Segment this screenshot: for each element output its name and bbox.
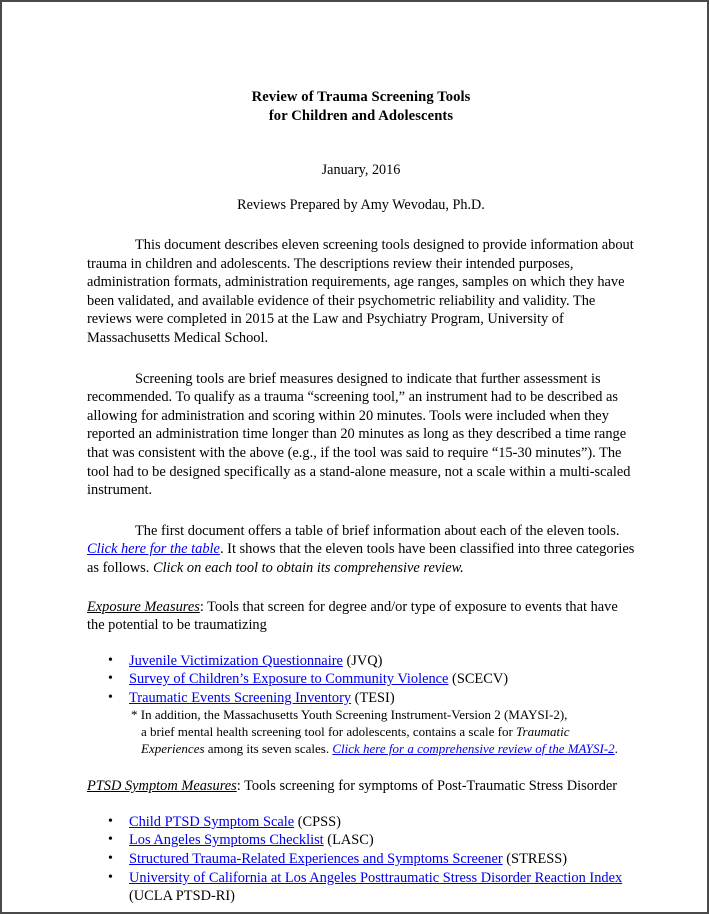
list-item xyxy=(87,869,635,906)
section-heading-exposure xyxy=(87,598,635,635)
section-heading-ptsd xyxy=(87,777,635,796)
bullet-icon: • xyxy=(108,671,113,687)
maysi-note-line-1: * In addition, the Massachusetts Youth Screening Instrument-Version 2 (MAYSI-2), xyxy=(131,707,568,723)
maysi-review-link[interactable]: Click here for a comprehensive review of the MAYSI-2 xyxy=(332,740,615,756)
tool-link-stress[interactable]: Structured Trauma-Related Experiences and Symptoms Screener xyxy=(129,851,503,868)
tool-acronym-tesi: (TESI) xyxy=(351,689,395,706)
tool-link-ucla-ptsd-ri[interactable]: University of California at Los Angeles Posttraumatic Stress Disorder Reaction Index xyxy=(129,869,623,886)
bullet-icon: • xyxy=(108,869,113,885)
list-item xyxy=(87,689,635,708)
paragraph-criteria: Screening tools are brief measures designed to indicate that further assessment is recommended. To qualify as a trauma “screening tool,” an instrument had to be described as allowing for administration and scoring within 20 minutes. Tools were included when they reported an administration time longer than 20 minutes as long as they described a time range that was consistent with the above (e.g., if the tool was said to require “15-30 minutes”). The tool had to be designed specifically as a stand-alone measure, not a scale within a multi-scaled instrument. xyxy=(87,370,631,499)
bullet-icon: • xyxy=(108,851,113,867)
tool-acronym-jvq: (JVQ) xyxy=(342,652,383,669)
maysi-note-italic-traumatic: Traumatic xyxy=(516,724,570,740)
section-heading-desc-ptsd: : Tools screening for symptoms of Post-Traumatic Stress Disorder xyxy=(236,778,618,795)
maysi-note-italic-experiences: Experiences xyxy=(141,740,205,756)
tool-list-ptsd xyxy=(87,813,635,906)
tool-link-tesi[interactable]: Traumatic Events Screening Inventory xyxy=(129,689,352,706)
section-heading-label-exposure: Exposure Measures xyxy=(87,598,200,615)
maysi-note-line-3-tail: . xyxy=(614,740,618,756)
tool-acronym-scecv: (SCECV) xyxy=(448,671,509,688)
table-intro-lead: The first document offers a table of brief information about each of the eleven tools. xyxy=(135,522,620,539)
tool-link-lasc[interactable]: Los Angeles Symptoms Checklist xyxy=(129,832,324,849)
section-heading-desc-exposure: : Tools that screen for degree and/or type of exposure to events that have the potential to be traumatizing xyxy=(87,598,618,634)
bullet-icon: • xyxy=(108,652,113,668)
section-heading-label-ptsd: PTSD Symptom Measures xyxy=(87,778,237,795)
tool-acronym-stress: (STRESS) xyxy=(502,851,568,868)
maysi-note-line-2-text: a brief mental health screening tool for adolescents, contains a scale for xyxy=(141,724,517,740)
list-item xyxy=(87,670,635,689)
document-author: Reviews Prepared by Amy Wevodau, Ph.D. xyxy=(237,197,485,213)
tool-acronym-cpss: (CPSS) xyxy=(294,813,341,830)
document-date: January, 2016 xyxy=(321,162,401,178)
tool-link-scecv[interactable]: Survey of Children’s Exposure to Community Violence xyxy=(129,671,449,688)
maysi-note-line-3-mid: among its seven scales. xyxy=(204,740,333,756)
page-title xyxy=(87,2,635,125)
maysi-note-line-2 xyxy=(131,724,635,741)
bullet-icon: • xyxy=(108,813,113,829)
list-item xyxy=(87,831,635,850)
tool-link-jvq[interactable]: Juvenile Victimization Questionnaire xyxy=(129,652,343,669)
title-line-1: Review of Trauma Screening Tools xyxy=(251,89,471,105)
bullet-icon: • xyxy=(108,689,113,705)
tool-link-cpss[interactable]: Child PTSD Symptom Scale xyxy=(129,813,295,830)
maysi-note-line-3 xyxy=(131,741,635,758)
table-link[interactable]: Click here for the table xyxy=(87,541,220,558)
tool-list-exposure xyxy=(87,652,635,708)
paragraph-intro: This document describes eleven screening tools designed to provide information about trauma in children and adolescents. The descriptions review their intended purposes, administration formats, administration requirements, age ranges, samples on which they have been validated, and available evidence of their psychometric reliability and validity. The reviews were completed in 2015 at the Law and Psychiatry Program, University of Massachusetts Medical School. xyxy=(87,237,634,346)
title-line-2: for Children and Adolescents xyxy=(268,107,454,124)
bullet-icon: • xyxy=(108,832,113,848)
table-intro-mid: . It shows that the eleven tools have been classified into three categories as follows. xyxy=(87,541,635,576)
tool-acronym-lasc: (LASC) xyxy=(323,832,374,849)
table-intro-italic-tail: Click on each tool to obtain its comprehensive review. xyxy=(152,559,464,576)
document-content xyxy=(87,2,635,906)
list-item xyxy=(87,813,635,832)
maysi-note xyxy=(87,707,635,757)
tool-acronym-ucla-ptsd-ri: (UCLA PTSD-RI) xyxy=(129,888,235,905)
list-item xyxy=(87,652,635,671)
paragraph-table-intro xyxy=(87,522,635,578)
list-item xyxy=(87,850,635,869)
